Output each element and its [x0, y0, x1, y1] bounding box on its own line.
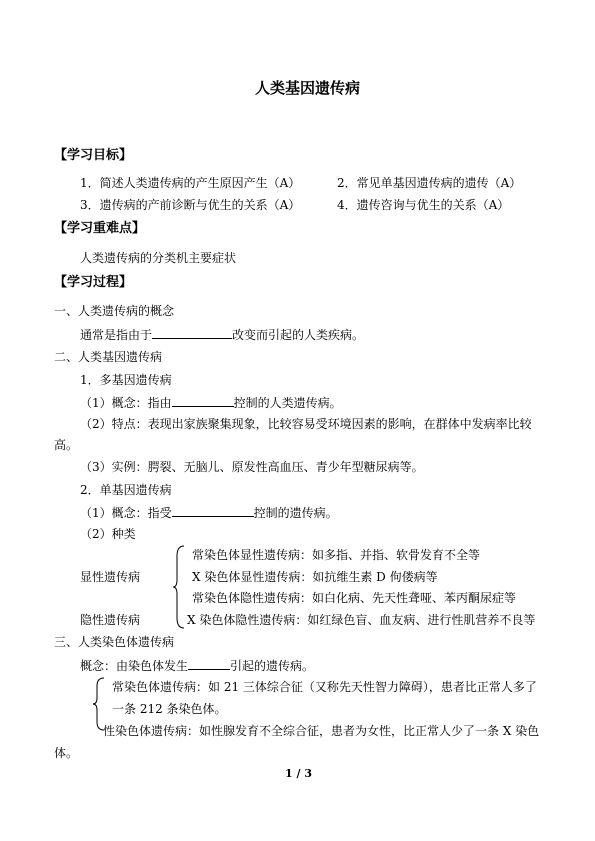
fill-blank[interactable]	[152, 326, 232, 339]
part3-concept-b: 引起的遗传病。	[230, 659, 315, 673]
single-concept-a: （1）概念：指受	[80, 506, 172, 520]
part1-heading: 一、人类遗传病的概念	[54, 304, 175, 318]
poly-heading: 1．多基因遗传病	[80, 373, 172, 387]
auto-chromosome-line2: 一条 212 条染色体。	[112, 702, 227, 716]
key-points-text: 人类遗传病的分类机主要症状	[80, 251, 237, 265]
fill-blank[interactable]	[172, 394, 234, 407]
auto-chromosome-line1: 常染色体遗传病：如 21 三体综合征（又称先天性智力障碍），患者比正常人多了	[112, 680, 537, 694]
sex-chromosome-line2: 体。	[54, 746, 79, 760]
part1-concept	[80, 326, 364, 343]
type-x-recessive: X 染色体隐性遗传病：如红绿色盲、血友病、进行性肌营养不良等	[187, 613, 536, 627]
poly-feature-line1: （2）特点：表现出家族聚集现象，比较容易受环境因素的影响，在群体中发病率比较	[80, 417, 532, 431]
single-concept-b: 控制的遗传病。	[253, 506, 338, 520]
objective-2: 2．常见单基因遗传病的遗传（A）	[337, 176, 522, 190]
part1-text-b: 改变而引起的人类疾病。	[232, 328, 365, 342]
part3-heading: 三、人类染色体遗传病	[54, 635, 175, 649]
poly-concept-a: （1）概念：指由	[80, 396, 172, 410]
type-x-dominant: X 染色体显性遗传病：如抗维生素 D 佝偻病等	[192, 570, 438, 584]
part3-concept-a: 概念：由染色体发生	[80, 659, 189, 673]
single-concept	[80, 504, 338, 521]
objective-1: 1．简述人类遗传病的产生原因产生（A）	[80, 176, 301, 190]
type-auto-recessive: 常染色体隐性遗传病：如白化病、先天性聋哑、苯丙酮尿症等	[192, 591, 517, 605]
page-title: 人类基因遗传病	[255, 79, 361, 97]
objectives-heading: 【学习目标】	[54, 148, 133, 163]
objective-4: 4．遗传咨询与优生的关系（A）	[337, 198, 510, 212]
fill-blank[interactable]	[188, 657, 230, 670]
sex-chromosome-line1: 性染色体遗传病：如性腺发育不全综合征，患者为女性，比正常人少了一条 X 染色	[103, 724, 540, 738]
types-brace	[172, 544, 186, 630]
recessive-label: 隐性遗传病	[80, 613, 141, 627]
objective-3: 3．遗传病的产前诊断与优生的关系（A）	[80, 198, 301, 212]
single-types-heading: （2）种类	[80, 527, 136, 541]
fill-blank[interactable]	[172, 504, 254, 517]
poly-concept	[80, 394, 342, 411]
poly-examples: （3）实例：腭裂、无脑儿、原发性高血压、青少年型糖尿病等。	[80, 460, 424, 474]
part2-heading: 二、人类基因遗传病	[54, 350, 163, 364]
part3-concept	[80, 657, 314, 674]
part1-text-a: 通常是指由于	[80, 328, 153, 342]
poly-feature-line2: 高。	[54, 438, 79, 452]
single-heading: 2．单基因遗传病	[80, 483, 172, 497]
dominant-label: 显性遗传病	[80, 570, 141, 584]
type-auto-dominant: 常染色体显性遗传病：如多指、并指、软骨发育不全等	[192, 548, 481, 562]
poly-concept-b: 控制的人类遗传病。	[233, 396, 342, 410]
key-points-heading: 【学习重难点】	[54, 221, 146, 236]
process-heading: 【学习过程】	[54, 275, 133, 290]
page-number: 1 / 3	[285, 767, 312, 780]
